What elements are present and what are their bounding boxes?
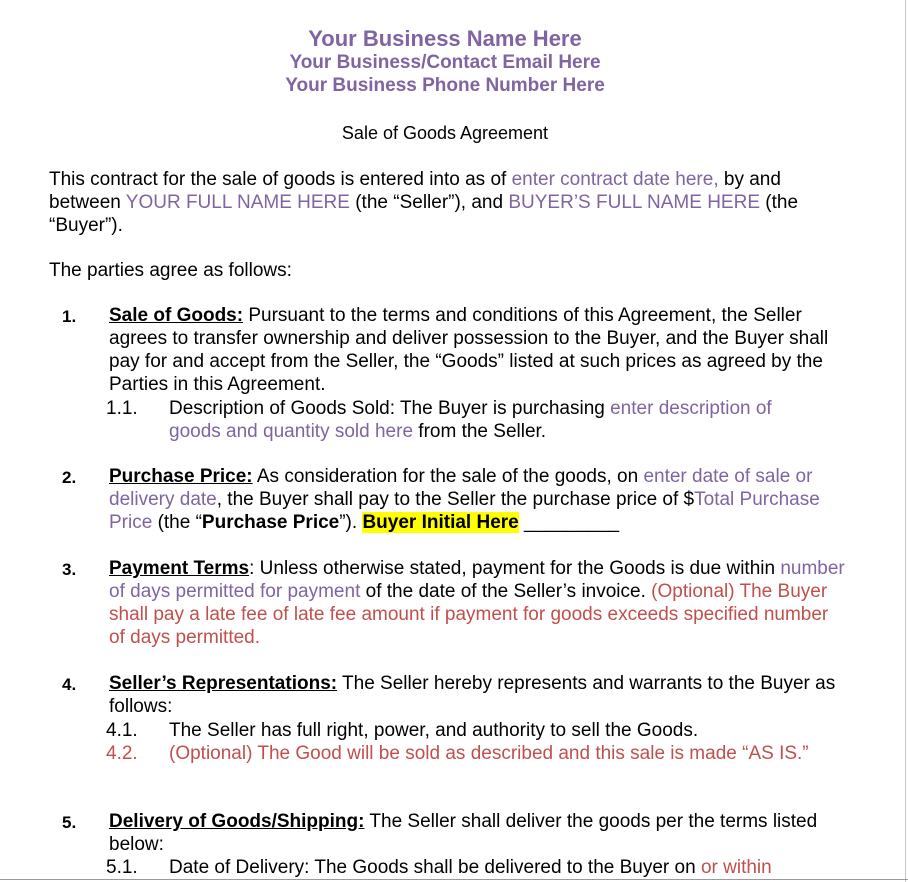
section-2-body-4: ”). (339, 512, 363, 533)
page-edge-bottom (0, 879, 908, 880)
section-5-body: The Seller shall deliver the goods per the terms listed below: (109, 811, 818, 855)
purchase-price-field[interactable]: Total Purchase Price (109, 489, 820, 533)
contract-date-field[interactable]: enter contract date here, (511, 169, 719, 190)
section-4-body: The Seller hereby represents and warrants to the Buyer as follows: (109, 673, 836, 717)
section-4-1-number: 4.1. (106, 720, 138, 741)
section-1-1-number: 1.1. (106, 398, 138, 419)
section-5-text (109, 810, 849, 856)
section-4-2-text[interactable]: (Optional) The Good will be sold as described and this sale is made “AS IS.” (169, 743, 809, 764)
section-4-1-text: The Seller has full right, power, and authority to sell the Goods. (169, 720, 699, 741)
section-2-text (109, 465, 849, 534)
section-3-text (109, 557, 849, 649)
section-2-number: 2. (62, 468, 77, 487)
business-name: Your Business Name Here (308, 26, 582, 51)
business-email: Your Business/Contact Email Here (289, 52, 601, 73)
section-2-body-3: (the “ (152, 512, 202, 533)
section-3-heading: Payment Terms (109, 558, 250, 579)
section-3-body-2: of the date of the Seller’s invoice. (360, 581, 652, 602)
intro-paragraph (49, 168, 849, 237)
sale-date-field[interactable]: enter date of sale or delivery date (109, 466, 813, 510)
delivery-date-field[interactable]: or within (700, 857, 772, 878)
parties-line: The parties agree as follows: (49, 260, 292, 281)
business-phone: Your Business Phone Number Here (285, 75, 605, 96)
section-4-2-number: 4.2. (106, 743, 138, 764)
section-3-heading-colon: : (249, 558, 255, 579)
intro-text-4: (the “Buyer”). (49, 192, 799, 236)
section-2-heading: Purchase Price: (109, 466, 253, 487)
section-1-number: 1. (62, 307, 77, 326)
section-5-1-body: Date of Delivery: The Goods shall be delivered to the Buyer on (169, 857, 701, 878)
buyer-initial-blank[interactable]: _________ (518, 512, 620, 533)
section-2-body-1: As consideration for the sale of the goods, on (252, 466, 644, 487)
section-1-1-text (169, 397, 819, 443)
intro-text-1: This contract for the sale of goods is entered into as of (49, 169, 512, 190)
purchase-price-term: Purchase Price (201, 512, 340, 533)
intro-text-2: by and between (49, 169, 781, 213)
section-1-text (109, 304, 849, 396)
payment-days-field[interactable]: number of days permitted for payment (109, 558, 845, 602)
section-5-number: 5. (62, 813, 77, 832)
section-3-body-1: Unless otherwise stated, payment for the Goods is due within (254, 558, 781, 579)
section-3-number: 3. (62, 560, 77, 579)
section-1-heading: Sale of Goods: (109, 305, 244, 326)
section-1-1-body-2: from the Seller. (413, 421, 547, 442)
section-5-heading: Delivery of Goods/Shipping: (109, 811, 365, 832)
section-4-number: 4. (62, 675, 77, 694)
page-edge-right (905, 0, 906, 882)
section-4-text (109, 672, 849, 718)
seller-name-field[interactable]: YOUR FULL NAME HERE (125, 192, 350, 213)
section-1-body: Pursuant to the terms and conditions of this Agreement, the Seller agrees to transfer ownership and deliver possession to the Buyer, and the Buyer shall pay for and accept from the Seller, the “Goods” listed at such prices as agreed by the Parties in this Agreement. (109, 305, 829, 395)
document-title: Sale of Goods Agreement (341, 123, 549, 143)
buyer-name-field[interactable]: BUYER’S FULL NAME HERE (508, 192, 760, 213)
section-5-1-text (169, 856, 849, 879)
late-fee-optional-clause[interactable]: (Optional) The Buyer shall pay a late fee of late fee amount if payment for goods exceeds specified number of days permitted. (109, 581, 829, 648)
buyer-initial-label: Buyer Initial Here (362, 512, 519, 533)
intro-text-3: (the “Seller”), and (349, 192, 509, 213)
section-5-1-number: 5.1. (106, 857, 138, 878)
goods-description-field[interactable]: enter description of goods and quantity sold here (169, 398, 772, 442)
section-2-body-2: , the Buyer shall pay to the Seller the purchase price of $ (216, 489, 695, 510)
section-1-1-body-1: Description of Goods Sold: The Buyer is purchasing (169, 398, 611, 419)
section-4-heading: Seller’s Representations: (109, 673, 338, 694)
